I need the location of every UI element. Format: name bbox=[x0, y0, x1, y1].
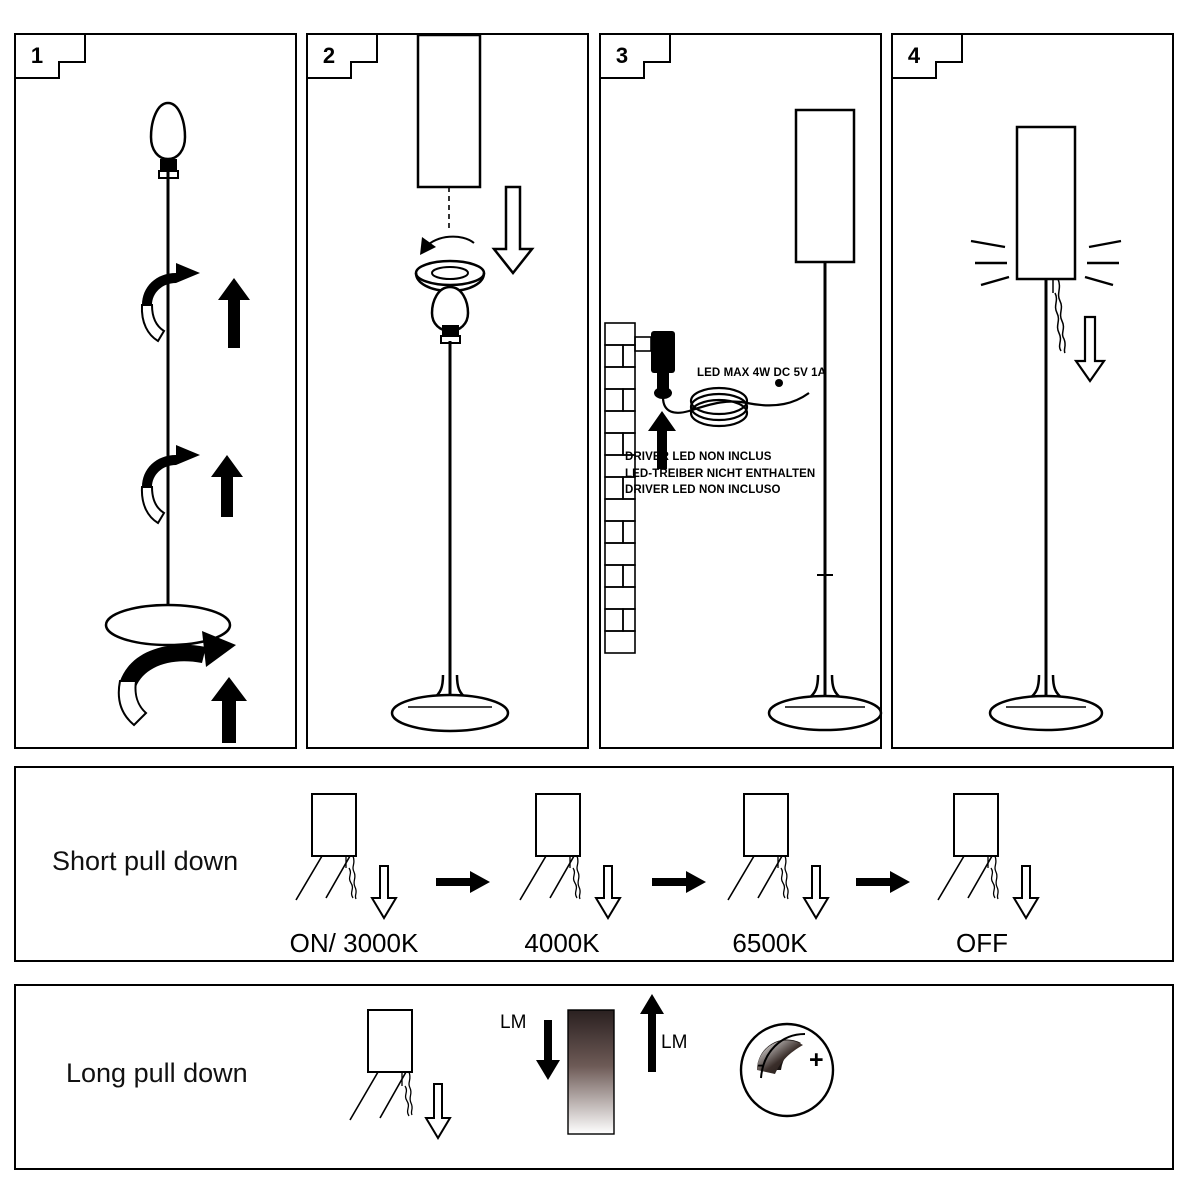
step-number-4 bbox=[891, 33, 937, 79]
knob-minus-text: - bbox=[757, 1051, 765, 1077]
driver-note-de: LED-TREIBER NICHT ENTHALTEN bbox=[625, 467, 816, 480]
short-pull-state-1 bbox=[274, 928, 434, 959]
driver-spec-text: LED MAX 4W DC 5V 1A bbox=[697, 367, 827, 379]
short-pull-state-3-text: 6500K bbox=[732, 928, 808, 958]
short-pull-state-2-text: 4000K bbox=[524, 928, 600, 958]
long-pull-row bbox=[14, 984, 1174, 1170]
knob-plus-label bbox=[809, 1046, 824, 1075]
driver-note-fr: DRIVER LED NON INCLUS bbox=[625, 451, 772, 463]
short-pull-state-4-text: OFF bbox=[956, 928, 1008, 958]
panel-step-4 bbox=[891, 33, 1174, 749]
dim-down-label-text: LM bbox=[500, 1012, 527, 1033]
step-number-2 bbox=[306, 33, 352, 79]
panel-2-drawing bbox=[308, 35, 587, 747]
step-number-3 bbox=[599, 33, 645, 79]
knob-minus-label bbox=[757, 1051, 765, 1078]
knob-plus-text: + bbox=[809, 1046, 824, 1074]
driver-notes bbox=[625, 449, 815, 499]
short-pull-label-text: Short pull down bbox=[52, 846, 239, 876]
step-number-4-text: 4 bbox=[907, 43, 921, 68]
long-pull-label-text: Long pull down bbox=[66, 1058, 248, 1088]
dim-down-label bbox=[500, 1012, 526, 1034]
panel-3-drawing bbox=[601, 35, 880, 747]
step-number-3-text: 3 bbox=[615, 43, 629, 68]
panel-4-drawing bbox=[893, 35, 1172, 747]
short-pull-row bbox=[14, 766, 1174, 962]
short-pull-state-4 bbox=[902, 928, 1062, 959]
driver-spec-label bbox=[697, 365, 826, 382]
step-number-1 bbox=[14, 33, 60, 79]
panel-step-1 bbox=[14, 33, 297, 749]
panel-step-2 bbox=[306, 33, 589, 749]
dim-up-label bbox=[661, 1032, 687, 1054]
short-pull-state-2 bbox=[482, 928, 642, 959]
short-pull-state-1-text: ON/ 3000K bbox=[289, 928, 419, 958]
step-number-1-text: 1 bbox=[30, 43, 44, 68]
dim-up-label-text: LM bbox=[661, 1032, 688, 1053]
short-pull-state-3 bbox=[690, 928, 850, 959]
panel-1-drawing bbox=[16, 35, 295, 747]
driver-note-it: DRIVER LED NON INCLUSO bbox=[625, 484, 781, 497]
panel-step-3 bbox=[599, 33, 882, 749]
long-pull-drawing bbox=[16, 986, 1172, 1168]
step-number-2-text: 2 bbox=[322, 43, 336, 68]
